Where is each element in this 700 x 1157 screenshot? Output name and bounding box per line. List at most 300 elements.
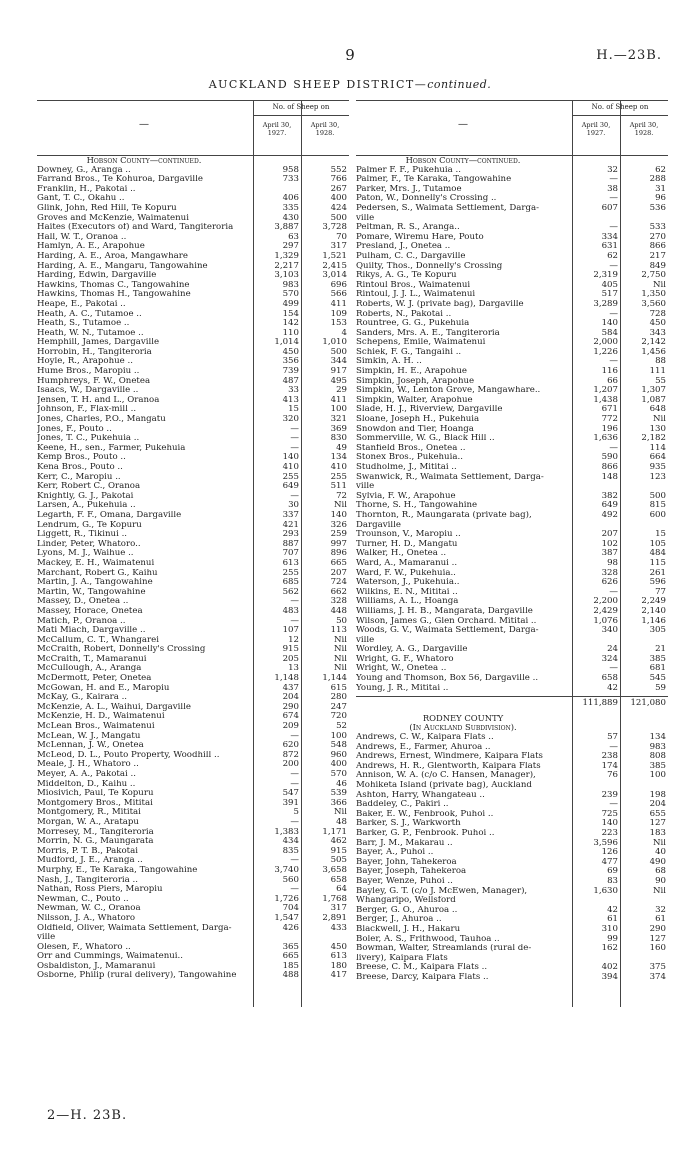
sheep-1928-cell: 160 — [649, 944, 666, 954]
sheep-1927-cell: — — [609, 357, 618, 367]
total-row — [356, 696, 668, 709]
sheep-1928-cell: 369 — [330, 424, 347, 434]
header-date-1927: April 30, 1927. — [581, 121, 611, 137]
sheep-1928-cell: 385 — [649, 654, 666, 664]
table-row — [356, 329, 668, 339]
owner-name-cell: Pedersen, S., Waimata Settlement, Darga- — [356, 203, 540, 213]
sheep-1928-cell: 113 — [330, 626, 347, 636]
table-row — [356, 762, 668, 772]
sheep-1927-cell: — — [609, 223, 618, 233]
owner-name-cell: Paton, W., Donnelly's Crossing .. — [356, 194, 497, 204]
header-date-1928: April 30, 1928. — [310, 121, 340, 137]
table-row — [37, 319, 349, 329]
owner-name-cell: Heath, W. N., Tutamoe .. — [37, 328, 144, 338]
sheep-1928-cell: 326 — [330, 520, 347, 530]
sheep-1927-cell: 2,319 — [593, 271, 618, 281]
sheep-1928-cell: Nil — [333, 501, 347, 511]
owner-name-cell: Woods, G. V., Waimata Settlement, Darga- — [356, 626, 539, 636]
sheep-1928-cell: 55 — [655, 376, 666, 386]
sheep-1927-cell: 5 — [293, 808, 299, 818]
sheep-1927-cell: 83 — [607, 876, 618, 886]
sheep-1928-cell: 983 — [649, 742, 666, 752]
sheep-1928-cell: 2,142 — [641, 338, 666, 348]
sheep-1927-cell: 887 — [282, 539, 299, 549]
sheep-1927-cell: 57 — [607, 733, 618, 743]
sheep-1927-cell: 365 — [282, 942, 299, 952]
sheep-1928-cell: Nil — [652, 280, 666, 290]
column-rule — [572, 101, 573, 155]
table-row — [37, 175, 349, 185]
table-row — [37, 214, 349, 224]
sheep-1928-cell: 600 — [649, 510, 666, 520]
sheep-1928-cell: 127 — [649, 819, 666, 829]
sheep-1928-cell: 720 — [330, 712, 347, 722]
sheep-1928-cell: 935 — [649, 463, 666, 472]
sheep-1927-cell: 1,438 — [593, 395, 618, 405]
table-row — [356, 549, 668, 559]
sheep-1927-cell: 590 — [601, 453, 618, 463]
table-row — [37, 751, 349, 761]
owner-name-cell: Massey, Horace, Onetea — [37, 606, 143, 616]
sheep-1927-cell: 98 — [607, 558, 618, 568]
owner-name-cell: Knightly, G. J., Pakotai — [37, 491, 134, 501]
sheep-1928-cell: 15 — [655, 530, 666, 540]
owner-name-cell: Johnson, F., Flax-mill .. — [37, 405, 137, 415]
sheep-1927-cell: 406 — [282, 194, 299, 204]
sheep-1927-cell: 1,329 — [274, 251, 299, 261]
sheep-1928-cell: 566 — [330, 290, 347, 300]
left-column — [37, 100, 349, 1007]
table-row — [37, 223, 349, 233]
sheep-1928-cell: 2,182 — [641, 434, 666, 444]
owner-name-cell: Sylvia, F. W., Arapohue — [356, 491, 456, 501]
sheep-1928-cell: 366 — [330, 798, 347, 808]
table-row — [356, 233, 668, 243]
owner-name-cell: Jensen, T. H. and L., Oranoa — [37, 395, 160, 405]
table-row — [356, 194, 668, 204]
table-row — [356, 752, 668, 762]
table-row — [37, 185, 349, 195]
sheep-1927-cell: 30 — [288, 501, 299, 511]
sheep-1927-cell: 126 — [601, 848, 618, 858]
section-heading: Hobson County—continued. — [405, 155, 521, 165]
sheep-1927-cell: 658 — [601, 674, 618, 684]
sheep-1928-cell: 72 — [336, 491, 347, 501]
sheep-1927-cell: — — [609, 800, 618, 810]
sheep-1928-cell: 2,750 — [641, 271, 666, 281]
owner-name-cell: Waterson, J., Pukehuia.. — [356, 578, 460, 588]
sheep-1927-cell: 293 — [282, 530, 299, 540]
sheep-1927-cell: 483 — [282, 606, 299, 616]
table-row — [356, 501, 668, 511]
sheep-1928-cell: 1,521 — [322, 251, 347, 261]
sheep-1928-cell: 343 — [649, 328, 666, 338]
owner-name-cell: Groves and McKenzie, Waimatenui — [37, 213, 189, 223]
sheep-1927-cell: 613 — [282, 558, 299, 568]
table-row — [37, 569, 349, 579]
table-row — [37, 607, 349, 617]
table-row — [356, 674, 668, 684]
sheep-1928-cell: 896 — [330, 549, 347, 559]
sheep-1928-cell: 183 — [649, 828, 666, 838]
table-row — [356, 338, 668, 348]
owner-name-cell: Presland, J., Onetea .. — [356, 242, 451, 252]
owner-name-cell: Palmer F. F., Pukehuia .. — [356, 165, 461, 175]
table-row — [37, 453, 349, 463]
sheep-1928-cell: 658 — [330, 875, 347, 885]
sheep-1927-cell: 394 — [601, 972, 618, 982]
table-row — [356, 252, 668, 262]
sheep-1928-cell: 448 — [330, 606, 347, 616]
sheep-1927-cell: 402 — [601, 963, 618, 973]
sheep-1928-cell: 134 — [330, 453, 347, 463]
sheep-1928-cell: 766 — [330, 175, 347, 185]
owner-name-cell: Montgomery, R., Mititai — [37, 808, 141, 818]
sheep-1927-cell: 872 — [282, 750, 299, 760]
sheep-1928-cell: 21 — [655, 645, 666, 655]
sheep-1928-cell: 130 — [649, 424, 666, 434]
table-row — [37, 943, 349, 953]
sheep-1928-cell: Nil — [652, 415, 666, 425]
table-row — [37, 233, 349, 243]
table-row — [37, 770, 349, 780]
owner-name-cell: Nathan, Ross Piers, Maropiu — [37, 885, 163, 895]
owner-name-cell: Horrobin, H., Tangiteroria — [37, 347, 152, 357]
table-row — [356, 453, 668, 463]
table-row — [356, 781, 668, 791]
owner-name-cell: Jones, F., Pouto .. — [37, 424, 112, 434]
sheep-1927-cell: 185 — [282, 961, 299, 971]
table-row — [356, 396, 668, 406]
sheep-1928-cell: 462 — [330, 837, 347, 847]
owner-name-cell: Massey, D., Onetea .. — [37, 597, 129, 607]
sheep-1927-cell: 413 — [282, 395, 299, 405]
section-heading: (In Auckland Subdivision). — [409, 722, 517, 733]
table-row — [37, 636, 349, 646]
sheep-1927-cell: 174 — [601, 761, 618, 771]
sheep-1928-cell: 344 — [330, 357, 347, 367]
owner-name-cell: Oldfield, Oliver, Waimata Settlement, Darga- — [37, 923, 232, 933]
owner-name-cell: Breese, Darcy, Kaipara Flats .. — [356, 972, 489, 982]
sheep-1927-cell: 487 — [282, 376, 299, 386]
table-row — [37, 664, 349, 674]
owner-name-cell: Haites (Executors of) and Ward, Tangiteroria — [37, 223, 234, 233]
sheep-1928-cell: 290 — [649, 924, 666, 934]
sheep-1928-cell: 536 — [649, 203, 666, 213]
sheep-1928-cell: 545 — [649, 674, 666, 684]
owner-name-cell: Slade, H. J., Riverview, Dargaville — [356, 405, 503, 415]
sheep-1927-cell: 707 — [282, 549, 299, 559]
sheep-1927-cell: 835 — [282, 846, 299, 856]
sheep-1927-cell: 238 — [601, 752, 618, 762]
sheep-1928-cell: 217 — [649, 251, 666, 261]
table-row — [356, 645, 668, 655]
owner-name-cell: McLean Bros., Waimatenui — [37, 722, 155, 732]
owner-name-cell: Whangaripo, Wellsford — [356, 896, 456, 906]
sheep-1928-cell: 400 — [330, 760, 347, 770]
sheep-1927-cell: 2,429 — [593, 606, 618, 616]
owner-name-cell: McLean, W. J., Mangatu — [37, 731, 141, 741]
owner-name-cell: Wordley, A. G., Dargaville — [356, 645, 468, 655]
owner-name-cell: Nash, J., Tangiteroria .. — [37, 875, 138, 885]
table-row — [37, 597, 349, 607]
owner-name-cell: Harding, A. E., Aroa, Mangawhare — [37, 251, 188, 261]
owner-name-cell: Kemp Bros., Pouto .. — [37, 453, 126, 463]
sheep-1927-cell: 142 — [282, 319, 299, 329]
table-row — [356, 175, 668, 185]
sheep-1927-cell: 421 — [282, 520, 299, 530]
sheep-1927-cell: 15 — [288, 405, 299, 415]
sheep-1928-cell: 997 — [330, 539, 347, 549]
sheep-1928-cell: 849 — [649, 261, 666, 271]
table-row — [356, 511, 668, 521]
sheep-1928-cell: Nil — [333, 664, 347, 674]
sheep-1927-cell: 207 — [601, 530, 618, 540]
table-row — [37, 405, 349, 415]
sheep-1927-cell: — — [290, 885, 299, 895]
table-row — [37, 386, 349, 396]
sheep-1928-cell: 385 — [649, 761, 666, 771]
column-rule — [253, 101, 254, 155]
table-row — [37, 415, 349, 425]
table-row — [37, 482, 349, 492]
table-row — [356, 877, 668, 887]
table-row — [37, 242, 349, 252]
owner-name-cell: Stanfield Bros., Onetea .. — [356, 443, 466, 453]
sheep-1928-cell: 204 — [649, 800, 666, 810]
sheep-1927-cell: 196 — [601, 424, 618, 434]
owner-name-cell: Morrin, N. G., Maungarata — [37, 837, 154, 847]
table-row — [356, 771, 668, 781]
sheep-1928-cell: 88 — [655, 357, 666, 367]
owner-name-cell: Rintoul Bros., Waimatenui — [356, 280, 471, 290]
table-row — [37, 626, 349, 636]
sheep-1927-cell: 223 — [601, 828, 618, 838]
owner-name-cell: Montgomery Bros., Mititai — [37, 798, 153, 808]
owner-name-cell: Miosivich, Paul, Te Kopuru — [37, 789, 154, 799]
table-row — [37, 166, 349, 176]
sheep-1927-cell: 140 — [601, 319, 618, 329]
owner-name-cell: Gant, T. C., Okahu .. — [37, 194, 125, 204]
sheep-1928-cell: 1,087 — [641, 395, 666, 405]
table-row — [356, 473, 668, 483]
table-row — [356, 463, 668, 473]
table-row — [356, 636, 668, 646]
sheep-1927-cell: 983 — [282, 280, 299, 290]
table-row — [356, 626, 668, 636]
sheep-1927-cell: 13 — [288, 664, 299, 674]
sheep-1927-cell: 110 — [282, 328, 299, 338]
sheep-1928-cell: 424 — [330, 203, 347, 213]
table-row — [37, 741, 349, 751]
owner-name-cell: Andrews, Ernest, Windmere, Kaipara Flats — [356, 752, 543, 762]
table-row — [356, 415, 668, 425]
sheep-1928-cell: 830 — [330, 434, 347, 444]
sheep-1928-cell: 3,658 — [322, 865, 347, 875]
owner-name-cell: Baker, E. W., Fenbrook, Puhoi .. — [356, 809, 494, 819]
sheep-1927-cell: 3,740 — [274, 865, 299, 875]
sheep-1927-cell: 61 — [607, 915, 618, 925]
sheep-1928-cell: 100 — [330, 731, 347, 741]
sheep-1928-cell: 450 — [649, 319, 666, 329]
sheep-1927-cell: 1,636 — [593, 434, 618, 444]
table-row — [356, 791, 668, 801]
sheep-1927-cell: 76 — [607, 771, 618, 781]
sheep-1928-cell: 613 — [330, 952, 347, 962]
table-row — [356, 569, 668, 579]
table-row — [356, 434, 668, 444]
owner-name-cell: Farrand Bros., Te Kohuroa, Dargaville — [37, 175, 203, 185]
sheep-1928-cell: 1,146 — [641, 616, 666, 626]
sheep-1927-cell: 1,226 — [593, 347, 618, 357]
owner-name-cell: Legarth, F. F., Omana, Dargaville — [37, 510, 182, 520]
table-row — [37, 876, 349, 886]
table-row — [37, 780, 349, 790]
owner-name-cell: Bowman, Walter, Streamlands (rural de- — [356, 944, 532, 954]
table-row — [37, 617, 349, 627]
sheep-1927-cell: 140 — [601, 819, 618, 829]
owner-name-cell: ville — [356, 482, 375, 492]
sheep-1927-cell: 42 — [607, 905, 618, 915]
sheep-1928-cell: 655 — [649, 809, 666, 819]
table-row — [37, 271, 349, 281]
owner-name-cell: Sanders, Mrs. A. E., Tangiteroria — [356, 328, 500, 338]
sheep-1927-cell: 626 — [601, 578, 618, 588]
table-row — [37, 540, 349, 550]
sheep-1928-cell: 411 — [330, 395, 347, 405]
owner-name-cell: Simpkin, Walter, Arapohue — [356, 395, 473, 405]
owner-name-cell: Rountree, G. G., Pukehuia — [356, 319, 470, 329]
table-row — [37, 559, 349, 569]
sheep-1927-cell: — — [609, 309, 618, 319]
sheep-1928-cell: 317 — [330, 904, 347, 914]
sheep-1928-cell: 500 — [330, 347, 347, 357]
owner-name-cell: Morgan, W. A., Aratapu — [37, 817, 139, 827]
sheep-1927-cell: 560 — [282, 875, 299, 885]
sheep-1927-cell: — — [290, 731, 299, 741]
sheep-1928-cell: 280 — [330, 693, 347, 703]
table-row — [37, 463, 349, 473]
page-title — [0, 78, 700, 91]
owner-name-cell: Liggett, R., Tikinui .. — [37, 530, 128, 540]
sheep-1928-cell: 270 — [649, 232, 666, 242]
table-row — [37, 760, 349, 770]
sheep-1927-cell: 1,630 — [593, 886, 618, 896]
sheep-1927-cell: 162 — [601, 944, 618, 954]
owner-name-cell: Lyons, M. J., Waihue .. — [37, 549, 134, 559]
table-row — [37, 789, 349, 799]
sheep-1927-cell: — — [290, 770, 299, 779]
owner-name-cell: Baddeley, C., Pakiri .. — [356, 800, 449, 810]
sheep-1928-cell: 1,010 — [322, 338, 347, 348]
table-row — [37, 310, 349, 320]
owner-name-cell: Pulham, C. C., Dargaville — [356, 251, 466, 261]
owner-name-cell: Wilkins, E. N., Mititai .. — [356, 587, 458, 597]
sheep-1928-cell: 596 — [649, 578, 666, 588]
sheep-1927-cell: 499 — [282, 299, 299, 309]
table-row — [356, 540, 668, 550]
table-row — [356, 858, 668, 868]
owner-name-cell: Hawkins, Thomas H., Tangowahine — [37, 290, 191, 300]
table-row — [356, 684, 668, 694]
sheep-1927-cell: 450 — [282, 347, 299, 357]
owner-name-cell: Rintoul, J. J. L., Waimatenui — [356, 290, 476, 300]
sheep-1927-cell: 328 — [601, 568, 618, 578]
sheep-1927-cell: — — [290, 779, 299, 789]
sheep-1928-cell: 539 — [330, 789, 347, 799]
section-heading: RODNEY COUNTY — [422, 712, 504, 723]
table-row — [356, 906, 668, 916]
table-row — [356, 300, 668, 310]
sheep-1927-cell: 915 — [282, 645, 299, 655]
sheep-1927-cell: — — [290, 424, 299, 434]
sheep-1928-cell: 247 — [330, 702, 347, 712]
owner-name-cell: Walker, H., Onetea .. — [356, 549, 447, 559]
sheep-1927-cell: 335 — [282, 203, 299, 213]
sheep-1927-cell: 631 — [601, 242, 618, 252]
sheep-1927-cell: 488 — [282, 971, 299, 981]
sheep-1928-cell: 728 — [649, 309, 666, 319]
owner-name-cell: Blackwell, J. H., Hakaru — [356, 924, 461, 934]
owner-name-cell: Bayer, A., Puhoi .. — [356, 848, 434, 858]
owner-name-cell: livery), Kaipara Flats — [356, 953, 448, 963]
sheep-1927-cell: 2,217 — [274, 261, 299, 271]
table-row — [356, 963, 668, 973]
sheep-1927-cell: — — [290, 443, 299, 453]
right-column — [356, 100, 668, 1007]
sheep-1928-cell: 648 — [649, 405, 666, 415]
table-row — [37, 578, 349, 588]
table-row — [356, 492, 668, 502]
owner-name-cell: Schepens, Emile, Waimatenui — [356, 338, 486, 348]
owner-name-cell: Andrews, H. R., Glentworth, Kaipara Flats — [356, 761, 541, 771]
owner-name-cell: Bayley, G. T. (c/o J. McEwen, Manager), — [356, 886, 528, 896]
table-row — [356, 810, 668, 820]
sheep-1927-cell: 2,000 — [593, 338, 618, 348]
owner-name-cell: Wright, G. F., Whatoro — [356, 654, 454, 664]
sheep-1927-cell: 116 — [601, 367, 618, 377]
sheep-1928-cell: 570 — [330, 770, 347, 779]
sheep-1927-cell: 405 — [601, 280, 618, 290]
owner-name-cell: Marchant, Robert G., Kaihu — [37, 568, 158, 578]
table-row — [37, 847, 349, 857]
sheep-1928-cell: 410 — [330, 463, 347, 472]
owner-name-cell: Isaacs, W., Dargaville .. — [37, 386, 139, 396]
sheep-1927-cell: 739 — [282, 367, 299, 377]
sheep-1927-cell: 66 — [607, 376, 618, 386]
table-row — [356, 348, 668, 358]
table-row — [356, 242, 668, 252]
owner-name-cell: Ward, F. W., Pukehuia.. — [356, 568, 456, 578]
table-row — [37, 252, 349, 262]
table-row — [37, 549, 349, 559]
sheep-1927-cell: 297 — [282, 242, 299, 252]
owner-name-cell: ville — [356, 635, 375, 645]
sheep-1927-cell: 38 — [607, 184, 618, 194]
owner-name-cell: Thornton, R., Maungarata (private bag), — [356, 510, 532, 520]
table-row — [37, 511, 349, 521]
sheep-1927-cell: 148 — [601, 472, 618, 482]
table-row — [37, 971, 349, 981]
sheep-1928-cell: 960 — [330, 750, 347, 760]
table-row — [37, 434, 349, 444]
table-row — [356, 386, 668, 396]
owner-name-cell: Ashton, Harry, Whangateau .. — [356, 790, 485, 800]
sheep-1927-cell: 620 — [282, 741, 299, 751]
sheep-1928-cell: 915 — [330, 846, 347, 856]
owner-name-cell: Nilsson, J. A., Whatoro — [37, 913, 136, 923]
table-row — [356, 935, 668, 945]
